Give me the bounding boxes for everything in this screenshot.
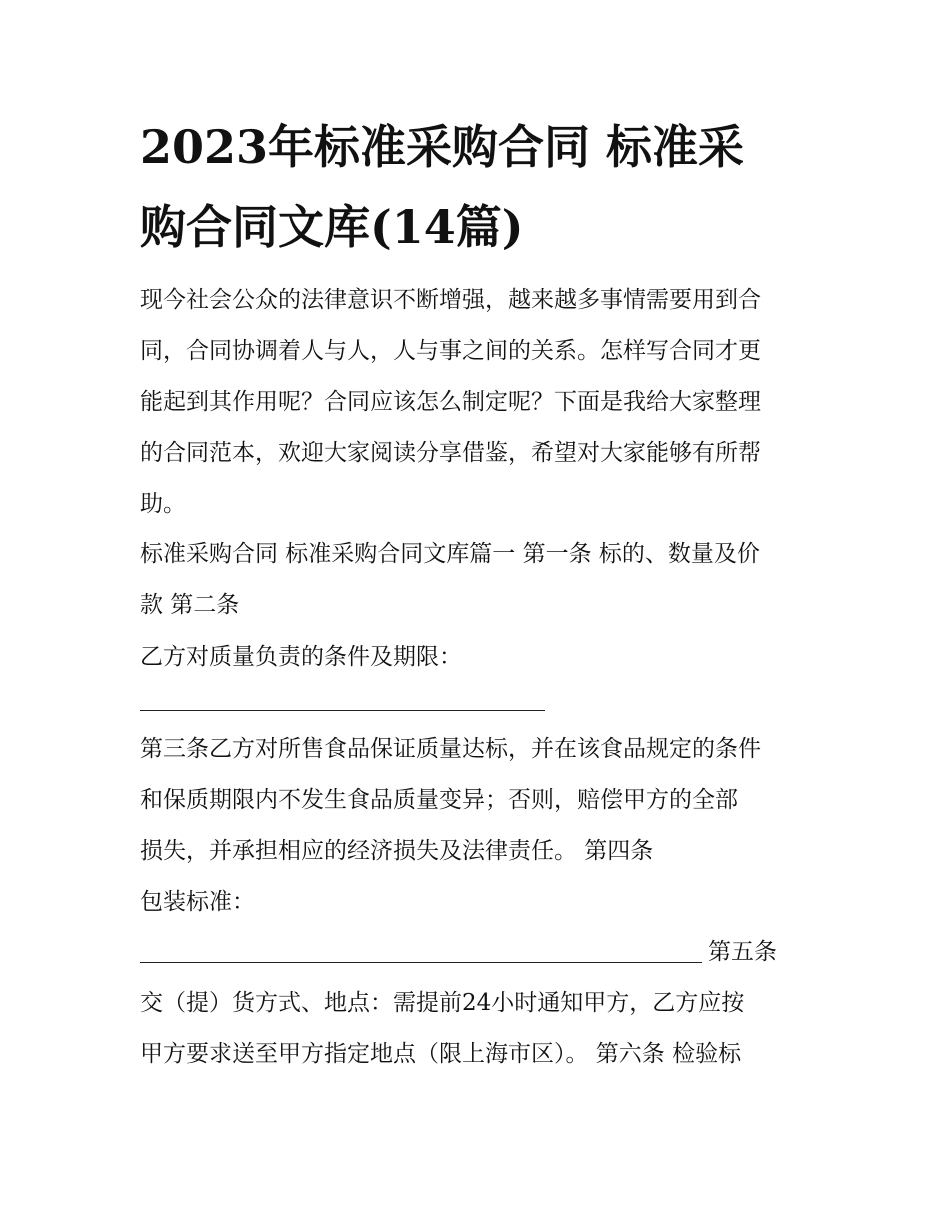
body-line-5: 助。 (140, 491, 186, 517)
body-line-12: 包装标准： (140, 889, 255, 915)
body-line-11: 损失，并承担相应的经济损失及法律责任。 第四条 (140, 838, 654, 864)
body-line-10: 和保质期限内不发生食品质量变异；否则，赔偿甲方的全部 (140, 787, 738, 813)
body-line-15: 甲方要求送至甲方指定地点（限上海市区）。 第六条 检验标 (140, 1041, 742, 1067)
fill-in-blank-line-1 (140, 710, 545, 711)
body-line-13: 第五条 (708, 939, 777, 965)
body-line-6: 标准采购合同 标准采购合同文库篇一 第一条 标的、数量及价 (140, 541, 760, 567)
body-line-8: 乙方对质量负责的条件及期限： (140, 644, 462, 670)
document-title-line-1: 2023年标准采购合同 标准采 (140, 120, 745, 174)
body-line-2: 同，合同协调着人与人，人与事之间的关系。怎样写合同才更 (140, 338, 761, 364)
body-line-7: 款 第二条 (140, 592, 240, 618)
body-line-3: 能起到其作用呢？合同应该怎么制定呢？下面是我给大家整理 (140, 389, 761, 415)
body-line-1: 现今社会公众的法律意识不断增强，越来越多事情需要用到合 (140, 287, 761, 313)
fill-in-blank-line-2 (140, 962, 702, 963)
body-line-14: 交（提）货方式、地点：需提前24小时通知甲方，乙方应按 (140, 990, 745, 1016)
body-line-9: 第三条乙方对所售食品保证质量达标，并在该食品规定的条件 (140, 736, 761, 762)
body-line-4: 的合同范本，欢迎大家阅读分享借鉴，希望对大家能够有所帮 (140, 440, 761, 466)
document-title-line-2: 购合同文库(14篇) (140, 200, 524, 254)
